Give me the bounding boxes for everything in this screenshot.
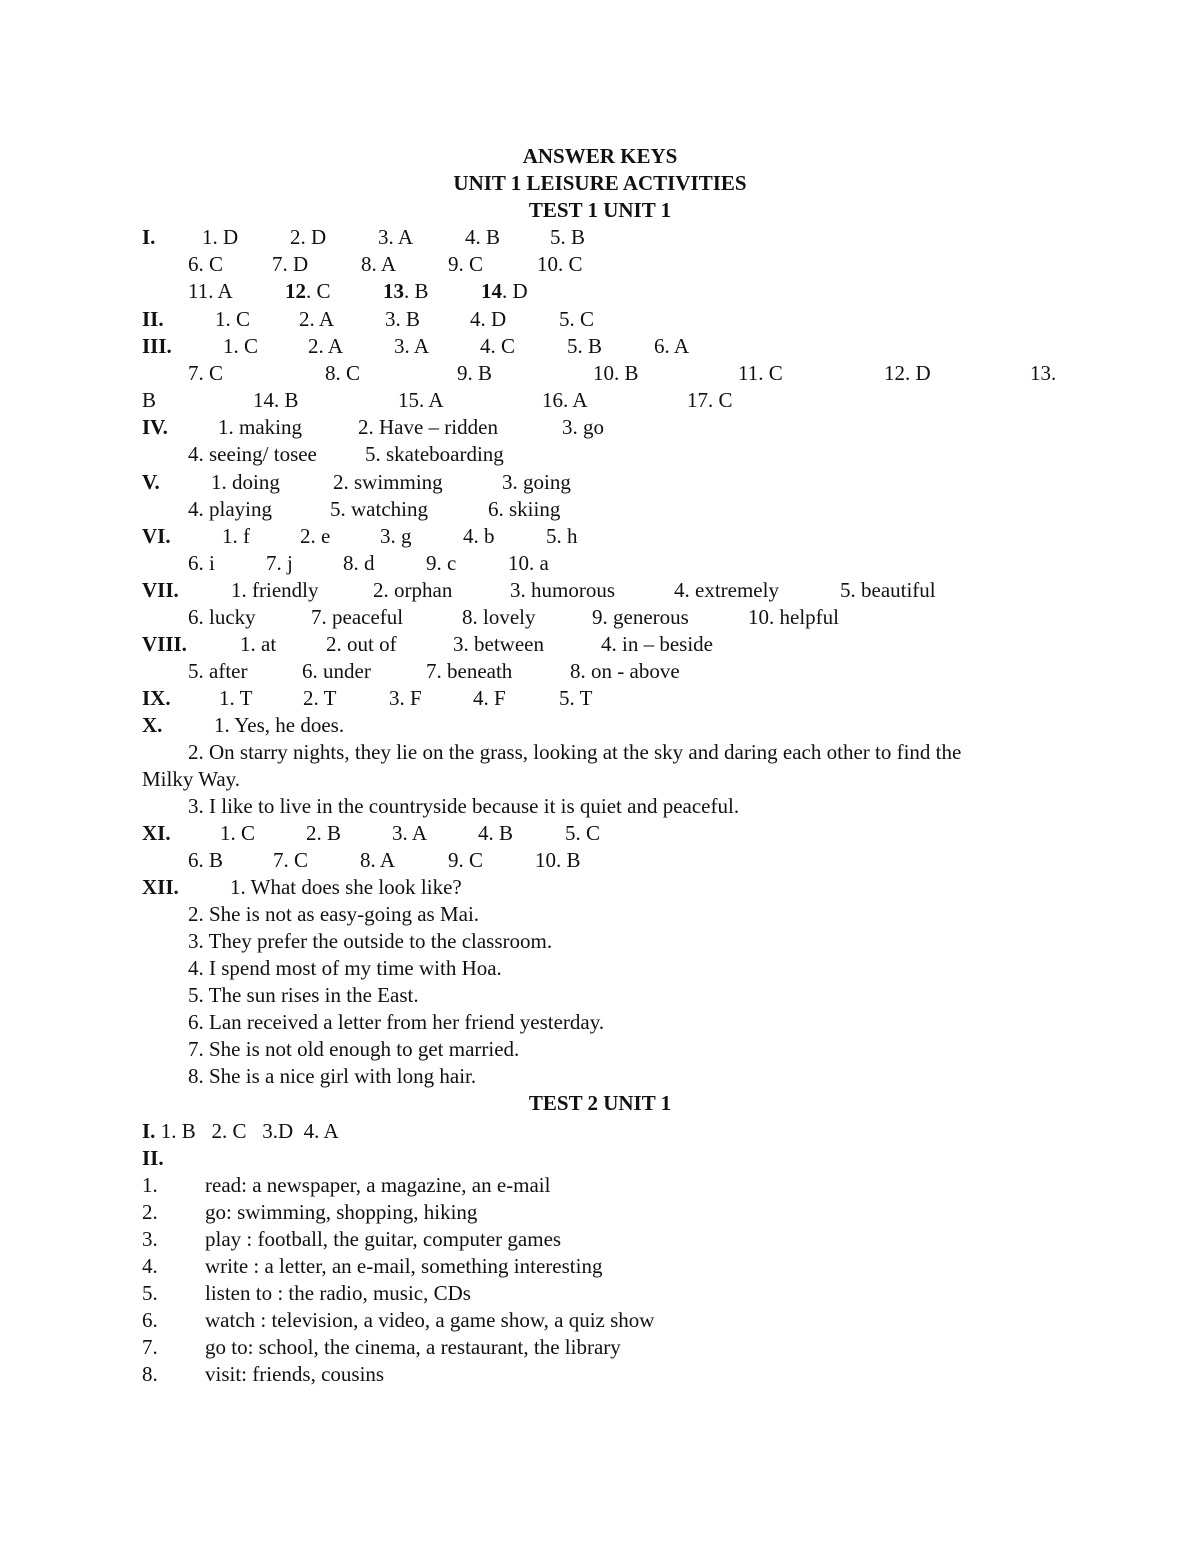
answer: 2. T bbox=[303, 686, 337, 710]
answer: 13. B bbox=[383, 279, 429, 303]
answer: 4. C bbox=[480, 334, 516, 358]
answer: 3. B bbox=[385, 307, 421, 331]
answer: 4. b bbox=[463, 524, 495, 548]
answer: 11. A bbox=[188, 279, 233, 303]
answer: 8. lovely bbox=[462, 605, 536, 629]
answer: 2. out of bbox=[326, 632, 397, 656]
answer: B bbox=[142, 388, 157, 412]
answer: 11. C bbox=[738, 361, 783, 385]
answer: 2. D bbox=[290, 225, 327, 249]
answer: 2. A bbox=[308, 334, 344, 358]
answer: 3. A bbox=[392, 821, 428, 845]
item-text: watch : television, a video, a game show, a quiz show bbox=[205, 1308, 655, 1332]
answer: 7. D bbox=[272, 252, 309, 276]
answer: 5. T bbox=[559, 686, 593, 710]
answer: 5. B bbox=[567, 334, 603, 358]
answer: 14. B bbox=[253, 388, 299, 412]
answer-sentence: 5. The sun rises in the East. bbox=[188, 983, 419, 1007]
answer: 7. j bbox=[266, 551, 293, 575]
answer-sentence: 4. I spend most of my time with Hoa. bbox=[188, 956, 502, 980]
answer: 5. C bbox=[565, 821, 601, 845]
answer: 1. friendly bbox=[231, 578, 319, 602]
answer-sentence: 1. Yes, he does. bbox=[214, 713, 345, 737]
t2-section-label: II. bbox=[142, 1146, 164, 1170]
answer: 5. beautiful bbox=[840, 578, 936, 602]
t1-section-label: III. bbox=[142, 334, 172, 358]
answer: 10. C bbox=[537, 252, 583, 276]
answer: 1. making bbox=[218, 415, 302, 439]
answer: 9. B bbox=[457, 361, 493, 385]
answer: 2. swimming bbox=[333, 470, 443, 494]
answer: 7. C bbox=[188, 361, 224, 385]
item-number: 8. bbox=[142, 1362, 158, 1386]
item-number: 7. bbox=[142, 1335, 158, 1359]
item-number: 4. bbox=[142, 1254, 158, 1278]
answer-sentence: 1. What does she look like? bbox=[230, 875, 462, 899]
answer: 16. A bbox=[542, 388, 588, 412]
answer: 8. C bbox=[325, 361, 361, 385]
answer: 10. helpful bbox=[748, 605, 839, 629]
answer-sentence: 3. I like to live in the countryside because it is quiet and peaceful. bbox=[188, 794, 740, 818]
answer: 2. e bbox=[300, 524, 331, 548]
answer: 2. B bbox=[306, 821, 342, 845]
answer: 5. B bbox=[550, 225, 586, 249]
answer: 3. go bbox=[562, 415, 604, 439]
answer: 4. D bbox=[470, 307, 507, 331]
answer: 4. playing bbox=[188, 497, 272, 521]
answer: 6. A bbox=[654, 334, 690, 358]
answer: 1. doing bbox=[211, 470, 280, 494]
answer: 3. F bbox=[389, 686, 422, 710]
answer: 3. going bbox=[502, 470, 571, 494]
answer: 9. C bbox=[448, 848, 484, 872]
answer: 1. C bbox=[223, 334, 259, 358]
answer: 4. B bbox=[465, 225, 501, 249]
answer-sentence: 2. On starry nights, they lie on the grass, looking at the sky and daring each other to find the bbox=[188, 740, 962, 764]
answer: 3. g bbox=[380, 524, 412, 548]
answer-sentence: 3. They prefer the outside to the classroom. bbox=[188, 929, 553, 953]
t1-section-label: I. bbox=[142, 225, 156, 249]
answer: 10. a bbox=[508, 551, 549, 575]
unit-title: UNIT 1 LEISURE ACTIVITIES bbox=[453, 171, 747, 195]
answer: 5. after bbox=[188, 659, 248, 683]
item-text: write : a letter, an e-mail, something interesting bbox=[205, 1254, 603, 1278]
item-text: read: a newspaper, a magazine, an e-mail bbox=[205, 1173, 551, 1197]
item-number: 3. bbox=[142, 1227, 158, 1251]
answer: 14. D bbox=[481, 279, 528, 303]
t1-section-label: IX. bbox=[142, 686, 171, 710]
answer: 12. C bbox=[285, 279, 331, 303]
answer: 8. d bbox=[343, 551, 375, 575]
answer: 10. B bbox=[593, 361, 639, 385]
item-number: 2. bbox=[142, 1200, 158, 1224]
answer: 1. D bbox=[202, 225, 239, 249]
t1-section-label: VIII. bbox=[142, 632, 187, 656]
answer: 3. between bbox=[453, 632, 544, 656]
t2-section-i: I. 1. B 2. C 3.D 4. A bbox=[142, 1119, 339, 1143]
answer: 3. A bbox=[378, 225, 414, 249]
answer: 3. humorous bbox=[510, 578, 615, 602]
answer: 5. h bbox=[546, 524, 578, 548]
answer-sentence: 7. She is not old enough to get married. bbox=[188, 1037, 520, 1061]
item-text: play : football, the guitar, computer games bbox=[205, 1227, 562, 1251]
t1-section-label: X. bbox=[142, 713, 163, 737]
answer: 5. C bbox=[559, 307, 595, 331]
item-text: listen to : the radio, music, CDs bbox=[205, 1281, 471, 1305]
answer: 7. beneath bbox=[426, 659, 513, 683]
answer-sentence: 8. She is a nice girl with long hair. bbox=[188, 1064, 477, 1088]
answer: 8. on - above bbox=[570, 659, 680, 683]
answer: 2. A bbox=[299, 307, 335, 331]
answer: 9. generous bbox=[592, 605, 689, 629]
t1-section-label: VII. bbox=[142, 578, 179, 602]
answer: 2. orphan bbox=[373, 578, 453, 602]
answer: 7. peaceful bbox=[311, 605, 404, 629]
answer: 8. A bbox=[360, 848, 396, 872]
item-text: go: swimming, shopping, hiking bbox=[205, 1200, 478, 1224]
test2-heading: TEST 2 UNIT 1 bbox=[528, 1091, 672, 1115]
answer-sentence: 6. Lan received a letter from her friend yesterday. bbox=[188, 1010, 605, 1034]
answer: 1. at bbox=[240, 632, 277, 656]
document-title: ANSWER KEYS bbox=[522, 144, 678, 168]
answer: 4. F bbox=[473, 686, 506, 710]
answer-sentence: 2. She is not as easy-going as Mai. bbox=[188, 902, 480, 926]
answer: 6. C bbox=[188, 252, 224, 276]
answer: 6. under bbox=[302, 659, 371, 683]
answer: 1. f bbox=[222, 524, 250, 548]
answer: 15. A bbox=[398, 388, 444, 412]
item-number: 5. bbox=[142, 1281, 158, 1305]
answer: 2. Have – ridden bbox=[358, 415, 498, 439]
answer: 6. lucky bbox=[188, 605, 256, 629]
t1-section-label: II. bbox=[142, 307, 164, 331]
t1-section-label: IV. bbox=[142, 415, 168, 439]
item-text: go to: school, the cinema, a restaurant, the library bbox=[205, 1335, 621, 1359]
answer: 7. C bbox=[273, 848, 309, 872]
answer: 8. A bbox=[361, 252, 397, 276]
test1-heading: TEST 1 UNIT 1 bbox=[528, 198, 672, 222]
answer: 13. bbox=[1030, 361, 1057, 385]
t1-section-label: XII. bbox=[142, 875, 179, 899]
answer: 5. watching bbox=[330, 497, 428, 521]
answer: 17. C bbox=[687, 388, 733, 412]
answer: 6. B bbox=[188, 848, 224, 872]
answer: 4. in – beside bbox=[601, 632, 713, 656]
t1-section-label: XI. bbox=[142, 821, 171, 845]
t1-section-label: V. bbox=[142, 470, 160, 494]
item-number: 6. bbox=[142, 1308, 158, 1332]
answer: 4. extremely bbox=[674, 578, 779, 602]
answer: 1. T bbox=[219, 686, 253, 710]
t1-section-label: VI. bbox=[142, 524, 171, 548]
item-text: visit: friends, cousins bbox=[205, 1362, 385, 1386]
answer: 3. A bbox=[394, 334, 430, 358]
answer: 5. skateboarding bbox=[365, 442, 504, 466]
answer: 4. B bbox=[478, 821, 514, 845]
answer: 4. seeing/ tosee bbox=[188, 442, 317, 466]
answer: 1. C bbox=[220, 821, 256, 845]
answer: 1. C bbox=[215, 307, 251, 331]
item-number: 1. bbox=[142, 1173, 158, 1197]
answer: 9. C bbox=[448, 252, 484, 276]
answer-sentence: Milky Way. bbox=[142, 767, 241, 791]
answer: 9. c bbox=[426, 551, 457, 575]
answer: 6. i bbox=[188, 551, 215, 575]
answer: 12. D bbox=[884, 361, 931, 385]
answer: 6. skiing bbox=[488, 497, 561, 521]
answer: 10. B bbox=[535, 848, 581, 872]
